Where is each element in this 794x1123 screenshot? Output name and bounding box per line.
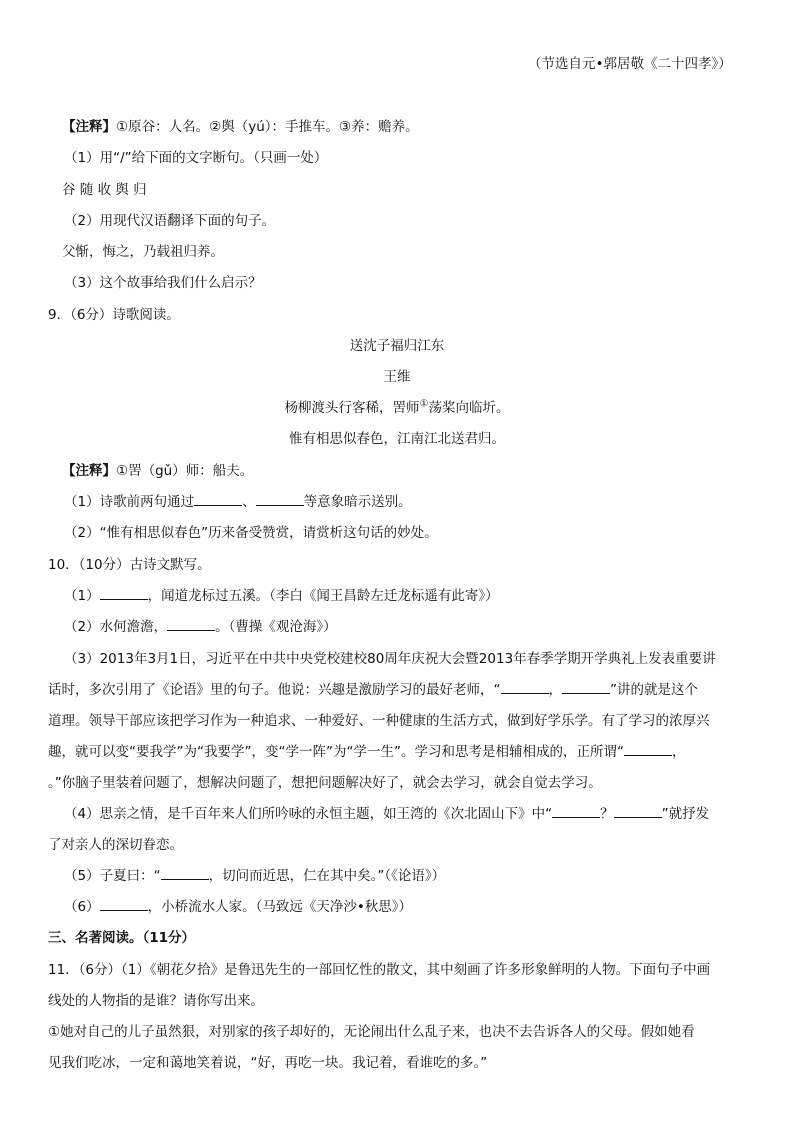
q10-s1-part-b: ，闻道龙标过五溪。（李白《闻王昌龄左迁龙标遥有此寄》）: [147, 588, 499, 604]
note-label: 【注释】: [62, 463, 116, 479]
q10-s4-part-a: （4）思亲之情，是千百年来人们所吟咏的永恒主题，如王湾的《次北固山下》中“: [64, 806, 553, 822]
q10-s3-line2-part-a: 话时，多次引用了《论语》里的句子。他说：兴趣是激励学习的最好老师，“: [48, 682, 501, 698]
q10-s5-part-b: ，切问而近思，仁在其中矣。”（《论语》）: [208, 868, 446, 884]
q10-s3-line3: 道理。领导干部应该把学习作为一种追求、一种爱好、一种健康的生活方式，做到好学乐学。有了学习的浓厚兴: [48, 713, 710, 729]
q10-s3-line2-part-c: ”讲的就是这个: [610, 682, 698, 698]
q9-sub1-part-c: 等意象暗示送别。: [303, 494, 412, 510]
q10-s2-part-b: 。（曹操《观沧海》）: [215, 619, 337, 635]
q10-s1-part-a: （1）: [64, 588, 100, 604]
q10-s3-line4: [48, 742, 685, 762]
q10-s3-line5: 。”你脑子里装着问题了，想解决问题了，想把问题解决好了，就会去学习，就会自觉去学习。: [48, 775, 602, 791]
answer-blank[interactable]: [562, 680, 610, 694]
q10-s2: [64, 617, 337, 637]
q9-note: [62, 461, 253, 481]
q8-note: [62, 117, 419, 137]
q11-line2: 线处的人物指的是谁？请你写出来。: [48, 993, 264, 1009]
answer-blank[interactable]: [624, 742, 672, 756]
poem-line-1: [0, 398, 794, 418]
answer-blank[interactable]: [552, 804, 600, 818]
q10-s4-line2: 了对亲人的深切眷恋。: [48, 837, 183, 853]
q8-sub1: （1）用“/”给下面的文字断句。（只画一处）: [64, 150, 328, 166]
poem-line-1-part-a: 杨柳渡头行客稀，罟师: [284, 400, 420, 416]
answer-blank[interactable]: [161, 866, 209, 880]
answer-blank[interactable]: [100, 897, 148, 911]
footnote-marker: ①: [419, 398, 429, 410]
answer-blank[interactable]: [614, 804, 662, 818]
q11-line1: 11．（6分）（1）《朝花夕拾》是鲁迅先生的一部回忆性的散文，其中刻画了许多形象鲜明的人物。下面句子中画: [48, 962, 711, 978]
q10-s3-line2: [48, 680, 698, 700]
q10-s5: [64, 866, 445, 886]
q10-s1: [64, 586, 499, 606]
q10-s4-line1: [64, 804, 709, 824]
q9-sub2: （2）“惟有相思似春色”历来备受赞赏，请赏析这句话的妙处。: [64, 525, 438, 541]
q9-sub1-part-b: 、: [242, 494, 256, 510]
poem-line-1-part-b: 荡桨向临圻。: [428, 400, 510, 416]
q8-sub2: （2）用现代汉语翻译下面的句子。: [64, 213, 276, 229]
q10-s5-part-a: （5）子夏曰：“: [64, 868, 161, 884]
q8-sub1-text: 谷 随 收 舆 归: [62, 182, 147, 198]
q10-s3-line1: （3）2013年3月1日，习近平在中共中央党校建校80周年庆祝大会暨2013年春季学期开学典礼上发表重要讲: [64, 651, 716, 667]
answer-blank[interactable]: [194, 492, 242, 506]
q9-header: 9．（6分）诗歌阅读。: [48, 307, 180, 323]
q10-s6: [64, 897, 412, 917]
q9-sub1: [64, 492, 412, 512]
q10-s2-part-a: （2）水何澹澹，: [64, 619, 168, 635]
poem-title: 送沈子福归江东: [349, 338, 445, 354]
q10-s3-line4-part-a: 趣，就可以变“要我学”为“我要学”，变“学一阵”为“学一生”。学习和思考是相辅相成的，正所谓“: [48, 744, 624, 760]
q11-line4: 见我们吃冰，一定和蔼地笑着说，“好，再吃一块。我记着，看谁吃的多。”: [48, 1055, 488, 1071]
q8-sub3: （3）这个故事给我们什么启示？: [64, 275, 262, 291]
section-3-title: 三、名著阅读。（11分）: [48, 930, 196, 946]
answer-blank[interactable]: [501, 680, 549, 694]
source-note: （节选自元•郭居敬《二十四孝》）: [528, 56, 732, 72]
q10-header: 10．（10分）古诗文默写。: [48, 557, 211, 573]
q10-s6-part-b: ，小桥流水人家。（马致远《天净沙•秋思》）: [147, 899, 413, 915]
q11-line3: ①她对自己的儿子虽然狠，对别家的孩子却好的，无论闹出什么乱子来，也决不去告诉各人的父母。假如她看: [48, 1024, 695, 1040]
poem-line-2: 惟有相思似春色，江南江北送君归。: [289, 431, 505, 447]
answer-blank[interactable]: [100, 586, 148, 600]
q10-s3-line2-part-b: ，: [548, 682, 562, 698]
answer-blank[interactable]: [256, 492, 304, 506]
answer-blank[interactable]: [167, 617, 215, 631]
q10-s4-part-c: ”就抒发: [661, 806, 710, 822]
note-text: ①原谷：人名。②舆（yú）：手推车。③养：赡养。: [116, 119, 419, 135]
q8-sub2-text: 父惭，悔之，乃载祖归养。: [62, 244, 224, 260]
q10-s4-part-b: ？: [600, 806, 614, 822]
q10-s6-part-a: （6）: [64, 899, 100, 915]
q9-sub1-part-a: （1）诗歌前两句通过: [64, 494, 195, 510]
poem-author: 王维: [383, 369, 411, 385]
note-label: 【注释】: [62, 119, 116, 135]
note-text: ①罟（gǔ）师：船夫。: [116, 463, 254, 479]
q10-s3-line4-part-b: ，: [671, 744, 686, 760]
